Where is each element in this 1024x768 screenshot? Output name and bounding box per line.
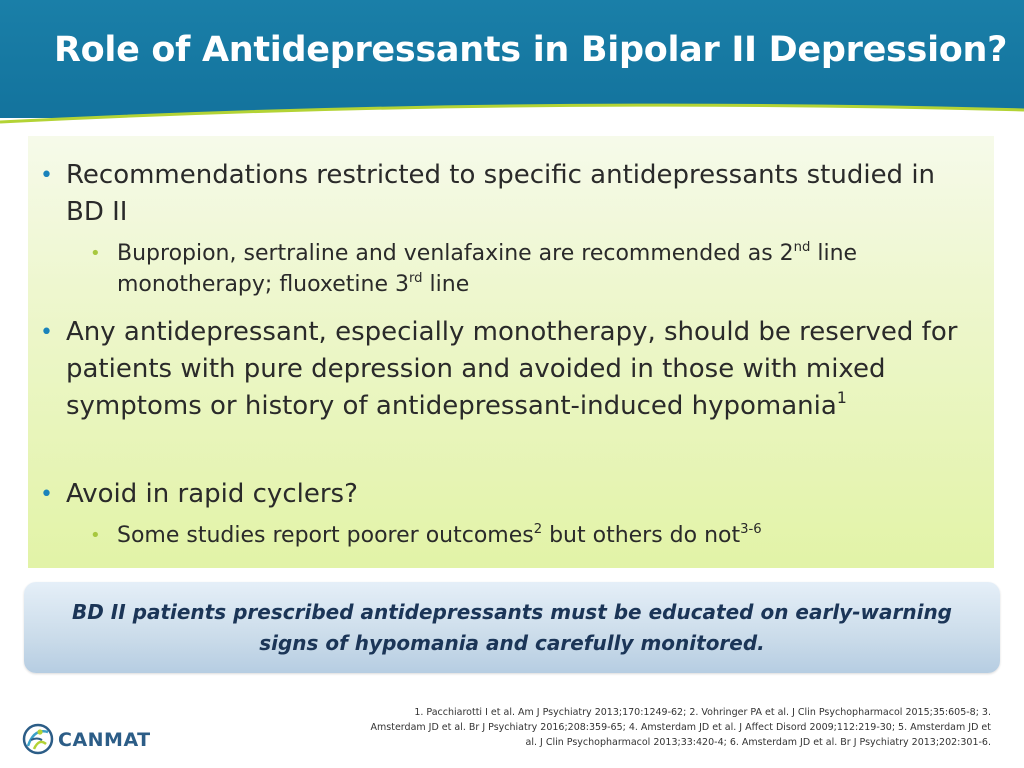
bullet-marker: • <box>40 482 53 507</box>
bullet-marker: • <box>40 163 53 188</box>
bullet-text: Any antidepressant, especially monotherapy, should be reserved for patients with pure depression and avoided in those with mixed symptoms or history of antidepressant-induced hypomania$^1$ <box>66 317 958 421</box>
reference-line: Amsterdam JD et al. Br J Psychiatry 2016;208:359-65; 4. Amsterdam JD et al. J Affect Disord 2009;112:219-30; 5. Amsterdam JD et <box>370 722 991 733</box>
sub-bullet-marker: • <box>90 243 101 264</box>
bullet-marker: • <box>40 320 53 345</box>
bullet-text: Recommendations restricted to specific antidepressants studied in BD II <box>66 160 936 227</box>
references <box>351 705 991 750</box>
logo-text: CANMAT <box>58 729 151 751</box>
sub-bullet-text: Some studies report poorer outcomes$^2$ but others do not$^{3-6}$ <box>117 521 762 548</box>
callout-text: BD II patients prescribed antidepressants must be educated on early-warning signs of hypomania and carefully monitored. <box>71 600 952 655</box>
sub-bullet-text: Bupropion, sertraline and venlafaxine are recommended as 2nd line monotherapy; fluoxetine 3rd line <box>117 239 858 297</box>
reference-line: 1. Pacchiarotti I et al. Am J Psychiatry 2013;170:1249-62; 2. Vohringer PA et al. J Clin Psychopharmacol 2015;35:605-8; 3. <box>414 707 991 718</box>
sub-bullet-marker: • <box>90 525 101 546</box>
reference-line: al. J Clin Psychopharmacol 2013;33:420-4; 6. Amsterdam JD et al. Br J Psychiatry 2013;202:301-6. <box>525 737 991 748</box>
bullet-text: Avoid in rapid cyclers? <box>66 479 358 509</box>
key-message-callout <box>24 582 1000 673</box>
canmat-logo-icon <box>22 722 54 756</box>
canmat-logo <box>22 722 152 756</box>
slide-title: Role of Antidepressants in Bipolar II Depression? <box>54 30 1008 70</box>
header-swoosh-divider <box>0 100 1024 140</box>
